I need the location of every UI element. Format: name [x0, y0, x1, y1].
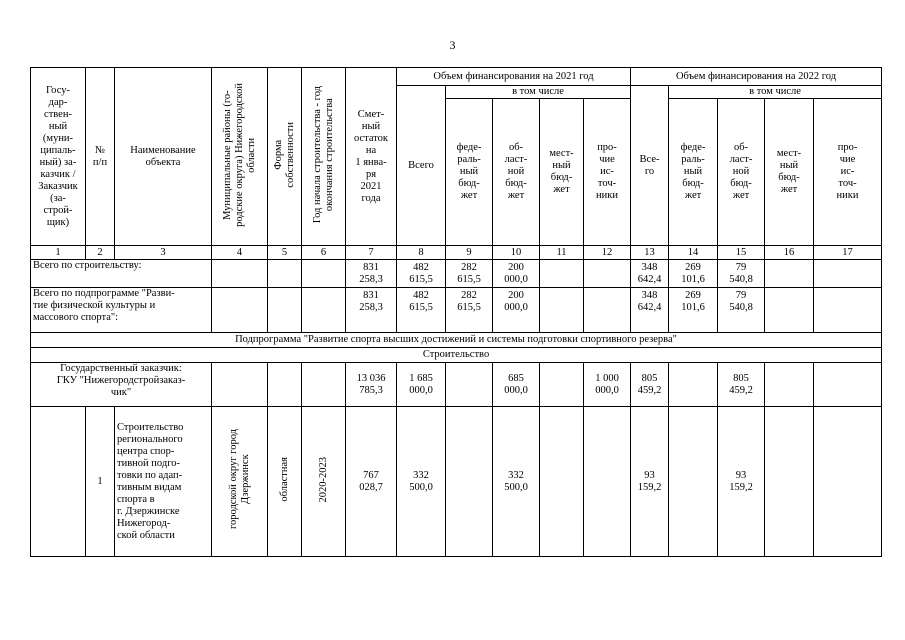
cell-value: 348 642,4 [631, 288, 669, 333]
customer-label: Государственный заказчик: ГКУ "Нижегородстройзаказ- чик" [31, 363, 212, 407]
col-number: 15 [718, 246, 765, 260]
section-title: Строительство [31, 348, 882, 363]
header-other-2021: про- чие ис- точ- ники [584, 99, 631, 246]
subprogram-title: Подпрограмма "Развитие спорта высших достижений и системы подготовки спортивного резерва" [31, 333, 882, 348]
header-local-2022: мест- ный бюд- жет [765, 99, 814, 246]
header-districts: Муниципальные районы (го- родские округа) Нижегородской области [212, 68, 268, 246]
cell-value: 332 500,0 [493, 407, 540, 557]
total-construction-row [31, 260, 882, 288]
header-fin-2022: Объем финансирования на 2022 год [631, 68, 882, 86]
header-incl-2022: в том числе [669, 86, 882, 99]
header-total-2021: Всего [397, 86, 446, 246]
cell-value: 805 459,2 [718, 363, 765, 407]
column-numbers-row [31, 246, 882, 260]
cell-value: 767 028,7 [346, 407, 397, 557]
col-number: 7 [346, 246, 397, 260]
header-fin-2021: Объем финансирования на 2021 год [397, 68, 631, 86]
cell-value: 348 642,4 [631, 260, 669, 288]
col-number: 12 [584, 246, 631, 260]
cell-value: 200 000,0 [493, 288, 540, 333]
cell-value: 282 615,5 [446, 260, 493, 288]
header-total-2022: Все- го [631, 86, 669, 246]
header-other-2022: про- чие ис- точ- ники [814, 99, 882, 246]
cell-value: 269 101,6 [669, 260, 718, 288]
object-number: 1 [86, 407, 115, 557]
col-number: 11 [540, 246, 584, 260]
header-estimate-balance: Смет- ный остаток на 1 янва- ря 2021 года [346, 68, 397, 246]
cell-value: 79 540,8 [718, 260, 765, 288]
col-number: 6 [302, 246, 346, 260]
col-number: 9 [446, 246, 493, 260]
object-name: Строительство регионального центра спор- тивной подго- товки по адап- тивным видам спорта в г. Дзержинске Нижегород- ской области [115, 407, 212, 557]
cell-value: 93 159,2 [718, 407, 765, 557]
header-incl-2021: в том числе [446, 86, 631, 99]
cell-value: 93 159,2 [631, 407, 669, 557]
col-number: 3 [115, 246, 212, 260]
header-ownership: Форма собственности [268, 68, 302, 246]
cell-value: 1 000 000,0 [584, 363, 631, 407]
header-local-2021: мест- ный бюд- жет [540, 99, 584, 246]
object-ownership: областная [268, 407, 302, 557]
header-number: № п/п [86, 68, 115, 246]
subprogram-title-row [31, 333, 882, 348]
col-number: 10 [493, 246, 540, 260]
header-federal-2021: феде- раль- ный бюд- жет [446, 99, 493, 246]
total-subprogram-label: Всего по подпрограмме "Разви- тие физической культуры и массового спорта": [31, 288, 212, 333]
col-number: 13 [631, 246, 669, 260]
financing-table [30, 67, 882, 557]
object-years: 2020-2023 [302, 407, 346, 557]
col-number: 17 [814, 246, 882, 260]
col-number: 16 [765, 246, 814, 260]
col-number: 8 [397, 246, 446, 260]
total-subprogram-row [31, 288, 882, 333]
header-years: Год начала строительства - год окончания строительства [302, 68, 346, 246]
cell-value: 831 258,3 [346, 288, 397, 333]
header-regional-2021: об- ласт- ной бюд- жет [493, 99, 540, 246]
header-object-name: Наименование объекта [115, 68, 212, 246]
header-customer: Госу- дар- ствен- ный (муни- ципаль- ный) за- казчик / Заказчик (за- строй- щик) [31, 68, 86, 246]
cell-value: 200 000,0 [493, 260, 540, 288]
cell-value: 685 000,0 [493, 363, 540, 407]
header-regional-2022: об- ласт- ной бюд- жет [718, 99, 765, 246]
col-number: 1 [31, 246, 86, 260]
page-number: 3 [449, 38, 456, 52]
cell-value: 1 685 000,0 [397, 363, 446, 407]
cell-value: 269 101,6 [669, 288, 718, 333]
cell-value: 79 540,8 [718, 288, 765, 333]
cell-value: 805 459,2 [631, 363, 669, 407]
customer-row [31, 363, 882, 407]
col-number: 4 [212, 246, 268, 260]
header-federal-2022: феде- раль- ный бюд- жет [669, 99, 718, 246]
cell-value: 482 615,5 [397, 288, 446, 333]
object-district: городской округ город Дзержинск [212, 407, 268, 557]
object-row [31, 407, 882, 557]
col-number: 2 [86, 246, 115, 260]
col-number: 14 [669, 246, 718, 260]
col-number: 5 [268, 246, 302, 260]
cell-value: 282 615,5 [446, 288, 493, 333]
section-title-row [31, 348, 882, 363]
total-construction-label: Всего по строительству: [31, 260, 212, 288]
cell-value: 13 036 785,3 [346, 363, 397, 407]
cell-value: 831 258,3 [346, 260, 397, 288]
cell-value: 482 615,5 [397, 260, 446, 288]
cell-value: 332 500,0 [397, 407, 446, 557]
